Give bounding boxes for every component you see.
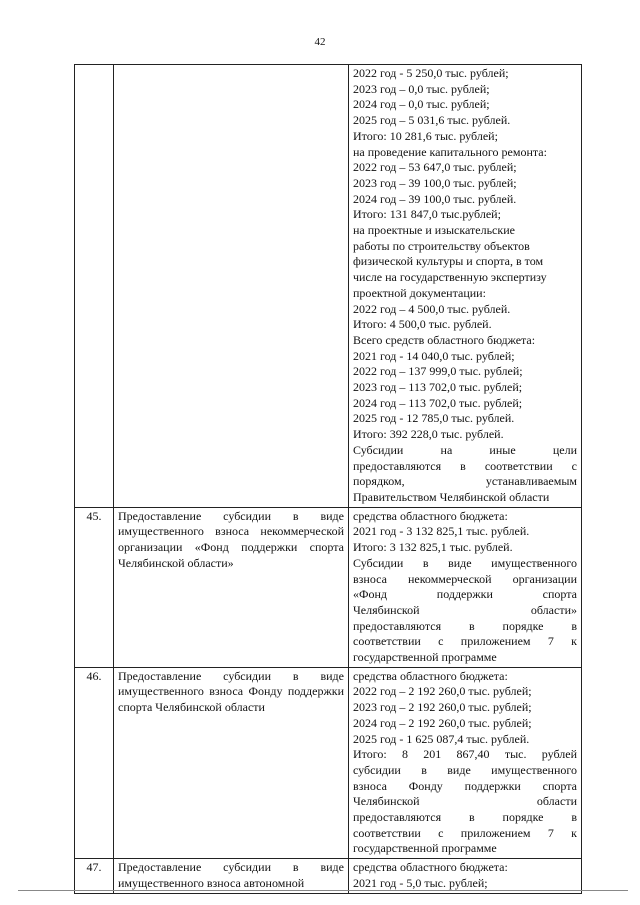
program-table <box>74 64 582 894</box>
funding-line: 2023 год – 0,0 тыс. рублей; <box>353 81 490 96</box>
funding-line: Итого: 4 500,0 тыс. рублей. <box>353 317 492 332</box>
funding-line: предоставляются в порядке в <box>353 810 577 825</box>
funding-line: взноса некоммерческой организации <box>353 571 577 586</box>
funding-line: 2024 год – 2 192 260,0 тыс. рублей; <box>353 715 532 730</box>
row-number: 45. <box>75 507 114 667</box>
measure-name <box>114 65 349 508</box>
row-number: 47. <box>75 859 114 893</box>
funding-line: 2025 год - 12 785,0 тыс. рублей. <box>353 411 515 426</box>
funding-description <box>349 65 582 508</box>
funding-line: физической культуры и спорта, в том <box>353 254 544 269</box>
table-row <box>75 859 582 893</box>
funding-line: 2021 год - 5,0 тыс. рублей; <box>353 875 488 890</box>
funding-line: Итого: 392 228,0 тыс. рублей. <box>353 427 504 442</box>
funding-line: государственной программе <box>353 841 497 856</box>
funding-line: Челябинской области <box>353 794 577 809</box>
funding-description <box>349 859 582 893</box>
funding-description <box>349 667 582 858</box>
funding-line: 2022 год – 137 999,0 тыс. рублей; <box>353 364 523 379</box>
funding-line: государственной программе <box>353 650 497 665</box>
funding-line: 2023 год – 39 100,0 тыс. рублей; <box>353 175 517 190</box>
funding-line: 2024 год – 113 702,0 тыс. рублей; <box>353 395 523 410</box>
funding-line: средства областного бюджета: <box>353 508 508 523</box>
funding-line: Итого: 3 132 825,1 тыс. рублей. <box>353 540 513 555</box>
funding-line: предоставляются в соответствии с <box>353 458 577 473</box>
funding-line: предоставляются в порядке в <box>353 618 577 633</box>
funding-line: 2025 год - 1 625 087,4 тыс. рублей. <box>353 731 530 746</box>
funding-line: Субсидии на иные цели <box>353 442 577 457</box>
funding-line: 2023 год – 113 702,0 тыс. рублей; <box>353 380 523 395</box>
funding-line: Итого: 131 847,0 тыс.рублей; <box>353 207 501 222</box>
measure-name: Предоставление субсидии в виде имущественного взноса автономной <box>114 859 349 893</box>
funding-line: Правительством Челябинской области <box>353 489 550 504</box>
funding-line: «Фонд поддержки спорта <box>353 587 577 602</box>
funding-line: 2021 год - 3 132 825,1 тыс. рублей. <box>353 524 530 539</box>
funding-line: взноса Фонду поддержки спорта <box>353 778 577 793</box>
funding-line: работы по строительству объектов <box>353 238 530 253</box>
funding-line: средства областного бюджета: <box>353 860 508 875</box>
row-number: 46. <box>75 667 114 858</box>
table-row <box>75 65 582 508</box>
funding-line: Итого: 8 201 867,40 тыс. рублей <box>353 747 577 762</box>
row-number <box>75 65 114 508</box>
funding-line: субсидии в виде имущественного <box>353 762 577 777</box>
funding-line: 2025 год – 5 031,6 тыс. рублей. <box>353 113 511 128</box>
measure-name: Предоставление субсидии в виде имущественного взноса некоммерческой организации «Фонд поддержки спорта Челябинской области» <box>114 507 349 667</box>
table-row <box>75 667 582 858</box>
funding-line: 2023 год – 2 192 260,0 тыс. рублей; <box>353 700 532 715</box>
funding-line: 2022 год – 53 647,0 тыс. рублей; <box>353 160 517 175</box>
funding-line: средства областного бюджета: <box>353 668 508 683</box>
funding-description <box>349 507 582 667</box>
funding-line: 2024 год – 39 100,0 тыс. рублей. <box>353 191 517 206</box>
table-row <box>75 507 582 667</box>
page-bottom-rule <box>18 890 628 891</box>
page-number: 42 <box>314 36 326 48</box>
funding-line: на проектные и изыскательские <box>353 223 515 238</box>
funding-line: 2024 год – 0,0 тыс. рублей; <box>353 97 490 112</box>
funding-line: Всего средств областного бюджета: <box>353 332 536 347</box>
funding-line: проектной документации: <box>353 285 486 300</box>
funding-line: соответствии с приложением 7 к <box>353 825 577 840</box>
funding-line: Субсидии в виде имущественного <box>353 555 577 570</box>
funding-line: числе на государственную экспертизу <box>353 270 547 285</box>
funding-line: 2022 год – 4 500,0 тыс. рублей. <box>353 301 511 316</box>
funding-line: Итого: 10 281,6 тыс. рублей; <box>353 128 498 143</box>
funding-line: порядком, устанавливаемым <box>353 474 577 489</box>
funding-line: Челябинской области» <box>353 602 577 617</box>
funding-line: на проведение капитального ремонта: <box>353 144 547 159</box>
funding-line: соответствии с приложением 7 к <box>353 634 577 649</box>
measure-name: Предоставление субсидии в виде имущественного взноса Фонду поддержки спорта Челябинской области <box>114 667 349 858</box>
funding-line: 2022 год - 5 250,0 тыс. рублей; <box>353 66 509 80</box>
funding-line: 2021 год - 14 040,0 тыс. рублей; <box>353 348 515 363</box>
funding-line: 2022 год – 2 192 260,0 тыс. рублей; <box>353 684 532 699</box>
